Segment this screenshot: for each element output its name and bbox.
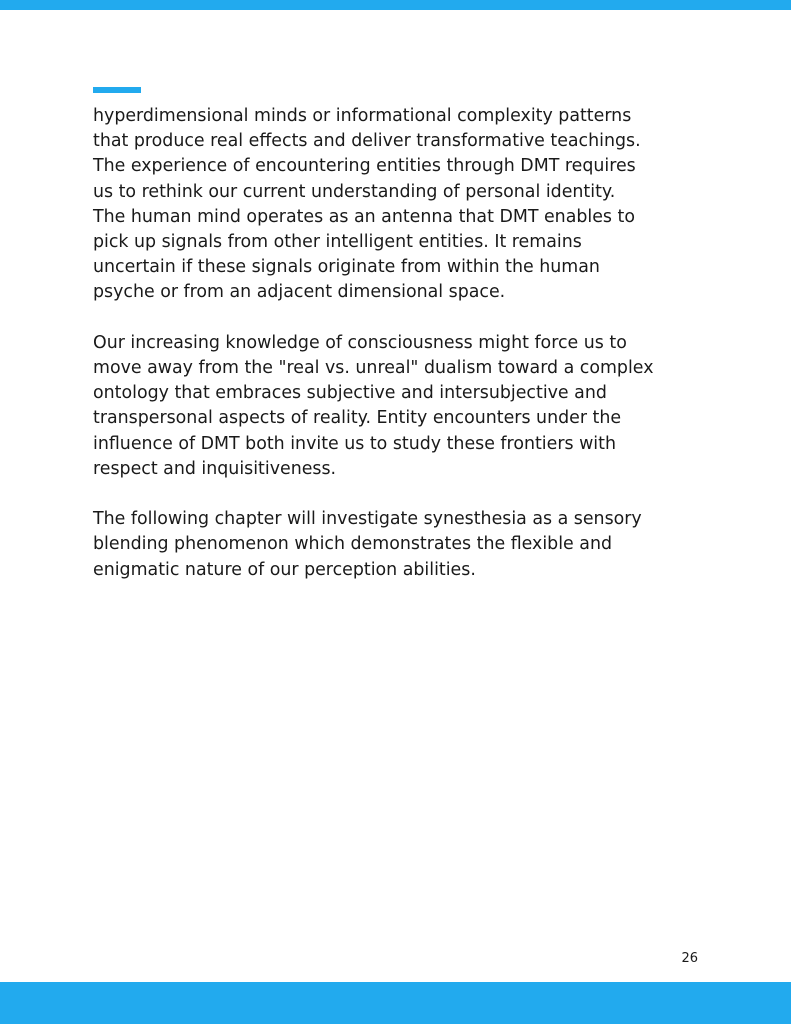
paragraph-line: The following chapter will investigate synesthesia as a sensory [93,509,642,530]
paragraph-line: Our increasing knowledge of consciousness might force us to [93,332,627,353]
paragraph-line: uncertain if these signals originate from within the human [93,257,600,278]
paragraph-line: transpersonal aspects of reality. Entity encounters under the [93,408,622,429]
paragraph-2 [93,331,693,482]
paragraph-line: hyperdimensional minds or informational complexity patterns [93,106,632,126]
paragraph-line: The experience of encountering entities through DMT requires [93,156,636,177]
paragraph-line: respect and inquisitiveness. [93,458,337,479]
paragraph-line: enigmatic nature of our perception abilities. [93,559,476,580]
paragraph-line: us to rethink our current understanding of personal identity. [93,181,616,202]
paragraph-line: influence of DMT both invite us to study these frontiers with [93,433,616,454]
paragraph-line: The human mind operates as an antenna that DMT enables to [93,206,635,227]
paragraph-line: blending phenomenon which demonstrates the flexible and [93,534,613,555]
paragraph-line: psyche or from an adjacent dimensional space. [93,282,506,303]
paragraph-line: that produce real effects and deliver transformative teachings. [93,131,641,152]
body-text [93,104,693,608]
paragraph-line: move away from the "real vs. unreal" dualism toward a complex [93,358,654,379]
paragraph-line: ontology that embraces subjective and intersubjective and [93,383,607,404]
bottom-accent-band [0,982,791,1024]
paragraph-3 [93,507,693,583]
paragraph-line: pick up signals from other intelligent entities. It remains [93,232,582,253]
paragraph-1 [93,104,693,306]
top-accent-band [0,0,791,10]
section-accent-bar [93,87,141,93]
page-number: 26 [681,951,698,966]
